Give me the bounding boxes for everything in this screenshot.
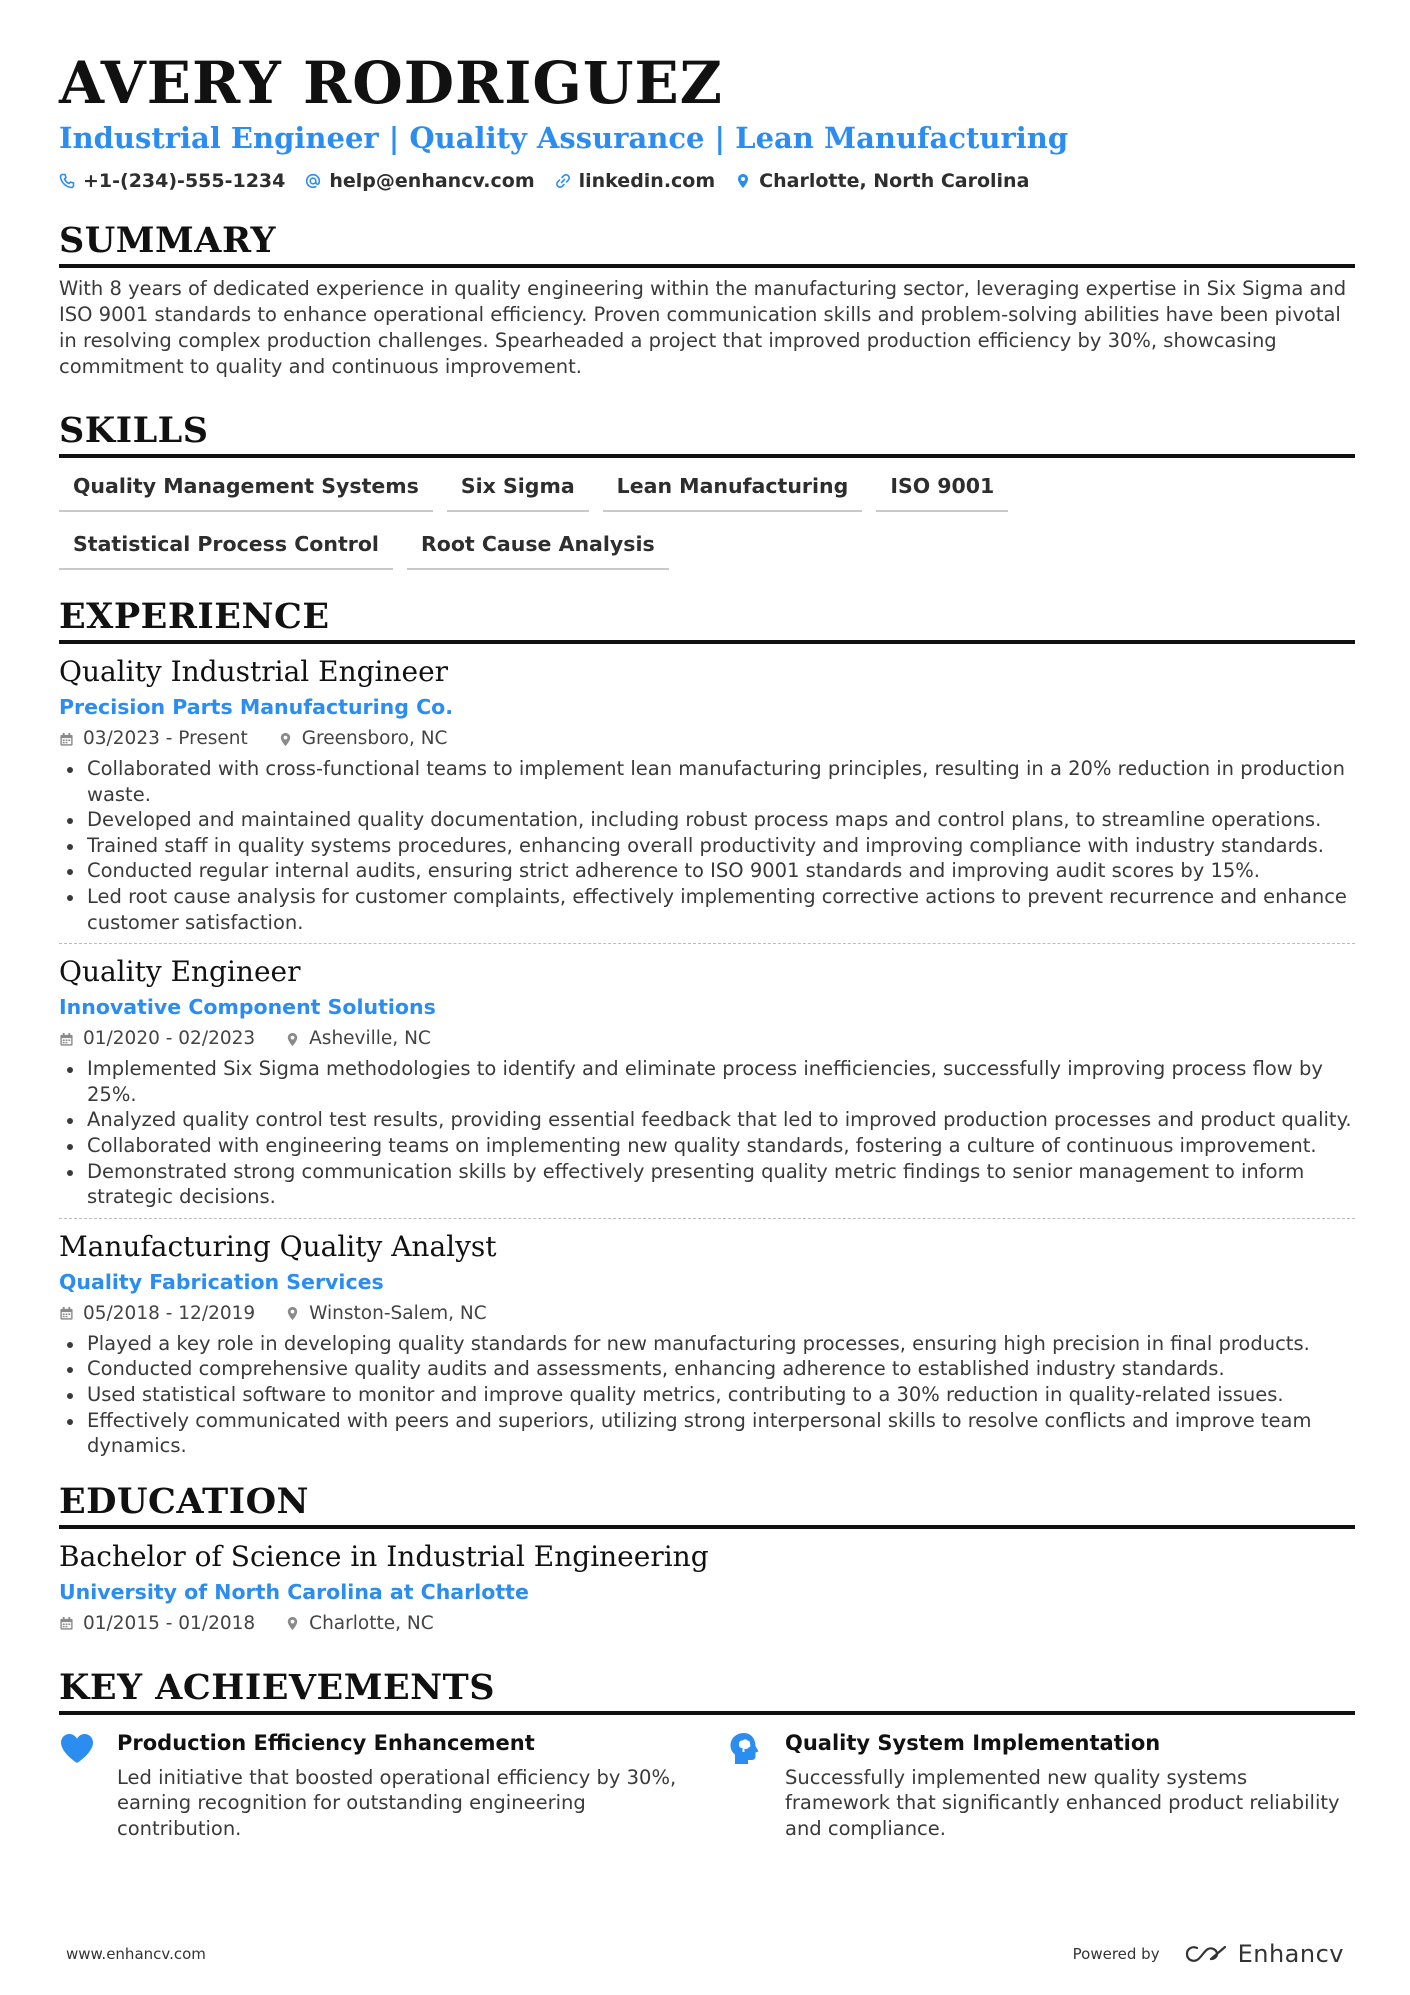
head-brain-icon: [727, 1729, 767, 1842]
achievements-section: [59, 1667, 1355, 1842]
achievements-heading: KEY ACHIEVEMENTS: [59, 1667, 1355, 1715]
job-bullets: [59, 1331, 1355, 1459]
location-pin-icon: [278, 732, 293, 747]
job-dates: [59, 1301, 255, 1327]
skill-tag: Lean Manufacturing: [603, 466, 863, 512]
contact-location: [735, 168, 1029, 194]
skill-tag: ISO 9001: [876, 466, 1008, 512]
skills-list: [59, 466, 1355, 570]
education-dates: [59, 1611, 255, 1637]
calendar-icon: [59, 1306, 74, 1321]
job-bullets: [59, 756, 1355, 935]
education-location-text: Charlotte, NC: [309, 1612, 434, 1634]
experience-section: [59, 596, 1355, 1467]
company-name: Innovative Component Solutions: [59, 995, 436, 1020]
job-dates: [59, 726, 248, 752]
email-text: help@enhancv.com: [329, 170, 535, 192]
job-title: Manufacturing Quality Analyst: [59, 1229, 497, 1263]
job-entry: [59, 943, 1355, 1218]
enhancv-wordmark: Enhancv: [1237, 1940, 1344, 1968]
achievement-item: [727, 1729, 1355, 1842]
job-location: [285, 1301, 487, 1327]
bullet-item: Collaborated with engineering teams on implementing new quality standards, fostering a culture of continuous improvement.: [59, 1133, 1355, 1159]
phone-text: +1-(234)-555-1234: [83, 170, 286, 192]
job-location-text: Winston-Salem, NC: [309, 1302, 487, 1324]
achievement-title: Production Efficiency Enhancement: [117, 1730, 535, 1755]
skill-tag: Six Sigma: [447, 466, 589, 512]
location-text: Charlotte, North Carolina: [759, 170, 1030, 192]
education-entry: [59, 1529, 1355, 1637]
footer-website[interactable]: www.enhancv.com: [66, 1945, 206, 1963]
at-icon: [305, 173, 321, 189]
enhancv-logo-icon: [1184, 1943, 1228, 1965]
location-pin-icon: [735, 173, 751, 189]
company-name: Precision Parts Manufacturing Co.: [59, 695, 453, 719]
education-dates-text: 01/2015 - 01/2018: [83, 1612, 256, 1634]
contact-bar: [59, 168, 1355, 194]
job-meta: [59, 1301, 1355, 1327]
achievement-item: [59, 1729, 687, 1842]
job-title: Quality Industrial Engineer: [59, 655, 449, 688]
job-dates-text: 03/2023 - Present: [83, 728, 248, 749]
calendar-icon: [59, 1032, 74, 1047]
job-meta: [59, 726, 1355, 752]
contact-email[interactable]: [305, 168, 534, 194]
skills-heading: SKILLS: [59, 410, 1355, 458]
calendar-icon: [59, 1616, 74, 1631]
job-dates-text: 05/2018 - 12/2019: [83, 1302, 256, 1324]
achievement-desc: Successfully implemented new quality systems framework that significantly enhanced product reliability and compliance.: [785, 1765, 1340, 1840]
bullet-item: Collaborated with cross-functional teams to implement lean manufacturing principles, resulting in a 20% reduction in production waste.: [59, 756, 1355, 807]
achievements-list: [59, 1729, 1355, 1842]
skills-section: [59, 410, 1355, 570]
location-pin-icon: [285, 1306, 300, 1321]
achievement-title: Quality System Implementation: [785, 1730, 1161, 1755]
job-location-text: Greensboro, NC: [301, 728, 448, 749]
school-name: University of North Carolina at Charlotte: [59, 1579, 529, 1604]
bullet-item: Developed and maintained quality documentation, including robust process maps and control plans, to streamline operations.: [59, 807, 1355, 833]
powered-by-label: Powered by: [1072, 1945, 1160, 1963]
summary-section: [59, 220, 1355, 380]
enhancv-logo[interactable]: [1184, 1940, 1344, 1968]
degree-title: Bachelor of Science in Industrial Engineering: [59, 1539, 709, 1573]
skill-tag: Root Cause Analysis: [407, 524, 669, 570]
job-title: Quality Engineer: [59, 955, 301, 989]
job-meta: [59, 1026, 1355, 1052]
powered-by: [1073, 1940, 1344, 1968]
link-icon: [555, 173, 571, 189]
job-location: [278, 726, 448, 752]
bullet-item: Trained staff in quality systems procedures, enhancing overall productivity and improving compliance with industry standards.: [59, 833, 1355, 859]
candidate-name: AVERY RODRIGUEZ: [59, 49, 724, 117]
job-location: [285, 1026, 431, 1052]
achievement-body: [785, 1729, 1355, 1842]
headline: Industrial Engineer | Quality Assurance | Lean Manufacturing: [59, 121, 1069, 155]
bullet-item: Conducted comprehensive quality audits and assessments, enhancing adherence to established industry standards.: [59, 1356, 1355, 1382]
company-name: Quality Fabrication Services: [59, 1269, 384, 1294]
job-entry: [59, 1218, 1355, 1467]
education-meta: [59, 1611, 1355, 1637]
skill-tag: Quality Management Systems: [59, 466, 433, 512]
education-heading: EDUCATION: [59, 1481, 1355, 1529]
contact-phone[interactable]: [59, 168, 285, 194]
achievement-desc: Led initiative that boosted operational efficiency by 30%, earning recognition for outstanding engineering contribution.: [117, 1765, 677, 1840]
bullet-item: Effectively communicated with peers and superiors, utilizing strong interpersonal skills to resolve conflicts and improve team dynamics.: [59, 1408, 1355, 1459]
bullet-item: Conducted regular internal audits, ensuring strict adherence to ISO 9001 standards and improving audit scores by 15%.: [59, 858, 1355, 884]
calendar-icon: [59, 732, 74, 747]
bullet-item: Implemented Six Sigma methodologies to identify and eliminate process inefficiencies, successfully improving process flow by 25%.: [59, 1056, 1355, 1107]
job-entry: [59, 644, 1355, 943]
education-section: [59, 1481, 1355, 1637]
resume-page: [59, 50, 1355, 1841]
job-dates-text: 01/2020 - 02/2023: [83, 1028, 256, 1050]
footer: [66, 1940, 1344, 1968]
bullet-item: Demonstrated strong communication skills by effectively presenting quality metric findings to senior management to inform strategic decisions.: [59, 1159, 1355, 1210]
job-dates: [59, 1026, 255, 1052]
bullet-item: Analyzed quality control test results, providing essential feedback that led to improved production processes and product quality.: [59, 1107, 1355, 1133]
location-pin-icon: [285, 1616, 300, 1631]
location-pin-icon: [285, 1032, 300, 1047]
phone-icon: [59, 173, 75, 189]
job-location-text: Asheville, NC: [309, 1028, 431, 1050]
bullet-item: Played a key role in developing quality standards for new manufacturing processes, ensuring high precision in final products.: [59, 1331, 1355, 1357]
education-location: [285, 1611, 433, 1637]
summary-heading: SUMMARY: [59, 220, 1355, 268]
bullet-item: Used statistical software to monitor and improve quality metrics, contributing to a 30% reduction in quality-related issues.: [59, 1382, 1355, 1408]
contact-linkedin[interactable]: [555, 168, 716, 194]
experience-heading: EXPERIENCE: [59, 596, 1355, 644]
skill-tag: Statistical Process Control: [59, 524, 393, 570]
bullet-item: Led root cause analysis for customer complaints, effectively implementing corrective actions to prevent recurrence and enhance customer satisfaction.: [59, 884, 1355, 935]
summary-text: With 8 years of dedicated experience in quality engineering within the manufacturing sector, leveraging expertise in Six Sigma and ISO 9001 standards to enhance operational efficiency. Proven communication skills and problem-solving abilities have been pivotal in resolving complex production challenges. Spearheaded a project that improved production efficiency by 30%, showcasing commitment to quality and continuous improvement.: [59, 277, 1347, 378]
achievement-body: [117, 1729, 687, 1842]
job-bullets: [59, 1056, 1355, 1210]
heart-icon: [59, 1729, 99, 1842]
linkedin-text: linkedin.com: [578, 170, 716, 192]
